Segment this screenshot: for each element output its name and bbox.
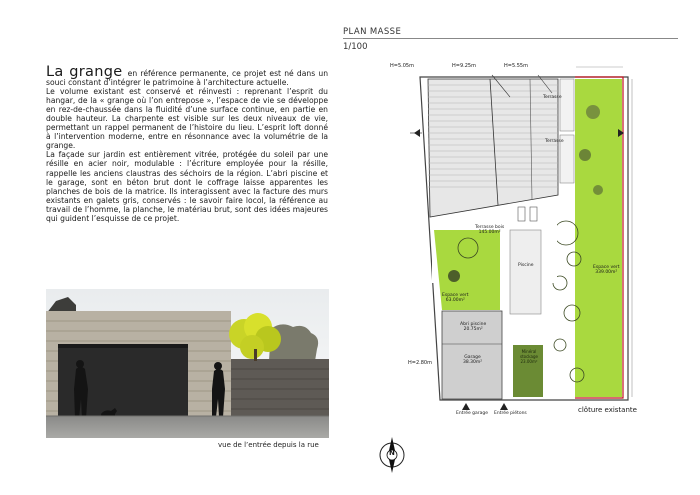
terrasse-bois-label: Terrasse bois 145.00m² xyxy=(475,225,505,235)
entrance-rendering xyxy=(46,289,329,438)
garage-label: Garage 38.30m² xyxy=(463,355,483,365)
terrasse-label-1: Terrasse xyxy=(543,95,562,100)
sheet-title: PLAN MASSE xyxy=(343,27,402,37)
paragraph-3: La façade sur jardin est entièrement vitrée, protégée du soleil par une résille en acier noir, modulable : l’écriture employée pour la résille, rappelle les anciens claustras des séchoirs de la région. L’abri piscine et le garage, sont en béton brut dont le coffrage laisse apparentes les planches de bois de la matrice. Ils interagissent avec la facture des murs existants en galets gris, conservés : le savoir faire locol, la référence au travail de l’homme, la planche, le matériau brut, sont des idées majeures qui guident l’esquisse de ce projet. xyxy=(46,150,328,223)
height-label-4: H=2.80m xyxy=(408,360,432,366)
project-title: La grange xyxy=(46,64,123,80)
abri-piscine-label: Abri piscine 20.75m² xyxy=(460,322,487,332)
photo-caption: vue de l’entrée depuis la rue xyxy=(218,441,319,449)
cloture-label: clôture existante xyxy=(578,406,637,414)
title-divider xyxy=(343,38,678,39)
height-label-3: H=5.55m xyxy=(504,63,528,69)
terrasse-label-2: Terrasse xyxy=(545,139,564,144)
intro-paragraph xyxy=(46,64,329,88)
intro-text: en référence permanente, ce projet est né dans un souci constant d’intégrer le patrimoine à l’architecture actuelle. xyxy=(46,69,329,88)
entree-garage-label: Entrée garage xyxy=(456,411,489,416)
piscine-label: Piscine xyxy=(518,263,534,268)
height-label-2: H=9.25m xyxy=(452,63,476,69)
description-text xyxy=(46,64,329,223)
site-plan-drawing xyxy=(380,55,680,430)
espace-vert-right-label: Espace vert 339.00m² xyxy=(593,265,620,275)
north-arrow-icon xyxy=(378,436,406,474)
compass-north-letter: N xyxy=(389,449,395,457)
minerale-label: Minéral stockage 23.00m² xyxy=(520,349,538,364)
height-label-1: H=5.05m xyxy=(390,63,414,69)
scale-label: 1/100 xyxy=(343,42,368,52)
entree-pietons-label: Entrée piétons xyxy=(494,411,527,416)
espace-vert-left-label: Espace vert 63.00m² xyxy=(442,293,469,303)
paragraph-2: Le volume existant est conservé et réinvesti : reprenant l’esprit du hangar, de la « grange où l’on entrepose », l’espace de vie se développe en rez-de-chaussée dans la fluidité d’une surface continue, en partie en double hauteur. La charpente est visible sur les deux niveaux de vie, permettant un rappel permanent de l’histoire du lieu. L’esprit loft donné à l’intervention moderne, entre en résonnance avec la volumétrie de la grange. xyxy=(46,87,328,151)
site-plan xyxy=(380,55,680,430)
